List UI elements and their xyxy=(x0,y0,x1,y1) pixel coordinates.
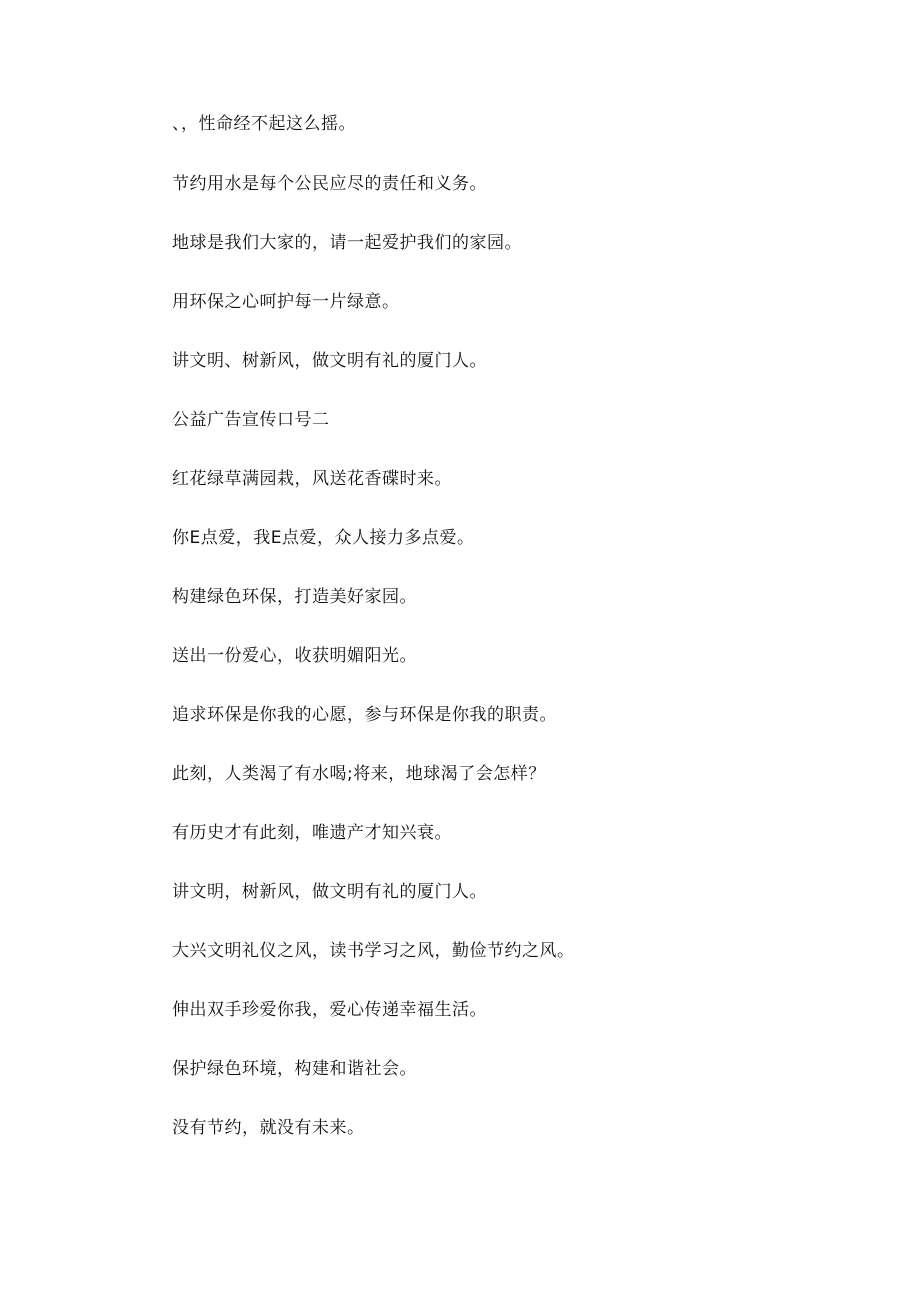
text-line: 地球是我们大家的，请一起爱护我们的家园。 xyxy=(172,233,522,253)
text-line: 伸出双手珍爱你我，爱心传递幸福生活。 xyxy=(172,1000,487,1020)
text-line: 保护绿色环境，构建和谐社会。 xyxy=(172,1059,417,1079)
text-line: 大兴文明礼仪之风，读书学习之风，勤俭节约之风。 xyxy=(172,941,575,961)
text-line: 红花绿草满园栽，风送花香碟时来。 xyxy=(172,469,452,489)
text-line: 你E点爱，我E点爱，众人接力多点爱。 xyxy=(172,528,475,548)
section-heading: 公益广告宣传口号二 xyxy=(172,410,330,430)
text-line: 构建绿色环保，打造美好家园。 xyxy=(172,587,417,607)
text-line: 、，性命经不起这么摇。 xyxy=(172,114,356,134)
text-line: 用环保之心呵护每一片绿意。 xyxy=(172,292,400,312)
text-line: 此刻，人类渴了有水喝;将来，地球渴了会怎样？ xyxy=(172,764,546,784)
text-line: 没有节约，就没有未来。 xyxy=(172,1118,365,1138)
text-line: 送出一份爱心，收获明媚阳光。 xyxy=(172,646,417,666)
text-line: 节约用水是每个公民应尽的责任和义务。 xyxy=(172,174,487,194)
text-line: 讲文明、树新风，做文明有礼的厦门人。 xyxy=(172,351,487,371)
text-line: 有历史才有此刻，唯遗产才知兴衰。 xyxy=(172,823,452,843)
text-line: 讲文明，树新风，做文明有礼的厦门人。 xyxy=(172,882,487,902)
text-line: 追求环保是你我的心愿，参与环保是你我的职责。 xyxy=(172,705,557,725)
